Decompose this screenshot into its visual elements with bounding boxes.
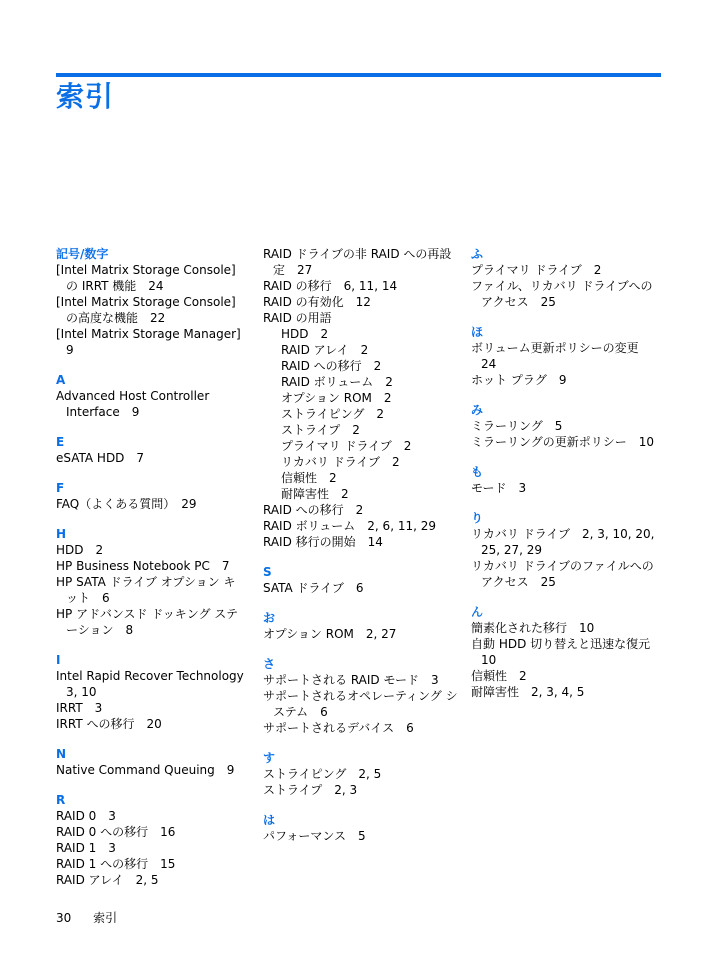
index-section: [471, 510, 663, 590]
index-subentry: 耐障害性 2: [281, 487, 349, 501]
index-entry: サポートされるオペレーティング システム 6: [263, 689, 458, 719]
section-heading: R: [56, 793, 66, 807]
index-entry: eSATA HDD 7: [56, 451, 145, 465]
index-subentry: RAID アレイ 2: [281, 343, 369, 357]
index-column-1: [56, 246, 256, 902]
index-subentry: 信頼性 2: [281, 471, 337, 485]
section-heading: お: [263, 611, 276, 625]
index-subentry: RAID ボリューム 2: [281, 375, 393, 389]
index-entry: サポートされるデバイス 6: [263, 721, 414, 735]
index-entry: [Intel Matrix Storage Manager] 9: [56, 327, 253, 357]
section-heading: I: [56, 653, 61, 667]
index-subentry: ストライプ 2: [281, 423, 360, 437]
index-section: [263, 656, 458, 736]
index-entry: RAID 移行の開始 14: [263, 535, 383, 549]
footer-label: 索引: [93, 911, 118, 925]
index-section: [56, 526, 244, 638]
index-section: [56, 246, 253, 358]
section-heading: H: [56, 527, 67, 541]
index-subentry: RAID への移行 2: [281, 359, 382, 373]
index-entry: RAID ドライブの非 RAID への再設定 27: [263, 247, 452, 277]
index-entry: IRRT 3: [56, 701, 103, 715]
index-entry: モード 3: [471, 481, 527, 495]
index-entry: RAID の有効化 12: [263, 295, 371, 309]
index-section: [471, 246, 663, 310]
section-heading: ふ: [471, 247, 484, 261]
index-section: [263, 564, 458, 596]
index-entry: 信頼性 2: [471, 669, 527, 683]
index-subentry: リカバリ ドライブ 2: [281, 455, 400, 469]
section-heading: ほ: [471, 325, 484, 339]
index-entry: Intel Rapid Recover Technology 3, 10: [56, 669, 256, 699]
index-entry: リカバリ ドライブ 2, 3, 10, 20, 25, 27, 29: [471, 527, 655, 557]
index-entry: ファイル、リカバリ ドライブへのアクセス 25: [471, 279, 653, 309]
index-entry: プライマリ ドライブ 2: [471, 263, 602, 277]
section-heading: さ: [263, 657, 276, 671]
index-subentry: ストライピング 2: [281, 407, 385, 421]
index-entry: RAID 0 への移行 16: [56, 825, 176, 839]
index-entry: HP Business Notebook PC 7: [56, 559, 230, 573]
index-entry: HP SATA ドライブ オプション キット 6: [56, 575, 236, 605]
index-entry: RAID 1 3: [56, 841, 116, 855]
index-entry: HP アドバンスド ドッキング ステーション 8: [56, 607, 239, 637]
index-subentry: HDD 2: [281, 327, 329, 341]
index-section: [56, 652, 256, 732]
index-entry: Advanced Host Controller Interface 9: [56, 389, 210, 419]
index-entry: 自動 HDD 切り替えと迅速な復元 10: [471, 637, 663, 667]
section-heading: ん: [471, 605, 484, 619]
section-heading: す: [263, 751, 276, 765]
section-heading: N: [56, 747, 67, 761]
index-entry: パフォーマンス 5: [263, 829, 366, 843]
index-entry: リカバリ ドライブのファイルへのアクセス 25: [471, 559, 654, 589]
section-heading: り: [471, 511, 484, 525]
index-entry: IRRT への移行 20: [56, 717, 162, 731]
section-heading: F: [56, 481, 65, 495]
index-entry: 簡素化された移行 10: [471, 621, 595, 635]
index-section: [263, 610, 458, 642]
index-section: [471, 324, 663, 388]
section-heading: E: [56, 435, 65, 449]
section-heading: も: [471, 465, 484, 479]
index-entry: ミラーリングの更新ポリシー 10: [471, 435, 655, 449]
index-entry: ホット プラグ 9: [471, 373, 567, 387]
section-heading: は: [263, 813, 276, 827]
index-section: [471, 464, 663, 496]
section-heading: A: [56, 373, 66, 387]
page-number: 30: [56, 911, 72, 925]
index-entry: [Intel Matrix Storage Console]の高度な機能 22: [56, 295, 236, 325]
index-entry: RAID 1 への移行 15: [56, 857, 176, 871]
index-entry: SATA ドライブ 6: [263, 581, 364, 595]
index-section: [56, 746, 244, 778]
page-footer: [56, 910, 117, 926]
index-section: [471, 604, 663, 700]
index-entry: ボリューム更新ポリシーの変更 24: [471, 341, 651, 371]
index-section: [263, 750, 458, 798]
index-entry: オプション ROM 2, 27: [263, 627, 397, 641]
index-entry: FAQ（よくある質問） 29: [56, 497, 197, 511]
section-heading: 記号/数字: [56, 247, 109, 261]
index-entry: [Intel Matrix Storage Console]の IRRT 機能 24: [56, 263, 236, 293]
index-entry: HDD 2: [56, 543, 104, 557]
index-subentry: オプション ROM 2: [281, 391, 392, 405]
page-title: 索引: [56, 80, 115, 113]
index-section: [56, 372, 244, 420]
index-entry: ストライプ 2, 3: [263, 783, 358, 797]
index-entry: サポートされる RAID モード 3: [263, 673, 439, 687]
index-entry: ストライピング 2, 5: [263, 767, 382, 781]
index-entry: Native Command Queuing 9: [56, 763, 235, 777]
index-section: [263, 246, 458, 550]
index-section: [56, 434, 244, 466]
index-entry: RAID への移行 2: [263, 503, 364, 517]
index-entry: RAID の移行 6, 11, 14: [263, 279, 398, 293]
index-entry: 耐障害性 2, 3, 4, 5: [471, 685, 585, 699]
index-section: [471, 402, 663, 450]
index-entry: RAID 0 3: [56, 809, 116, 823]
index-section: [56, 792, 244, 888]
section-heading: み: [471, 403, 484, 417]
index-entry: RAID アレイ 2, 5: [56, 873, 159, 887]
index-entry: RAID の用語: [263, 311, 332, 325]
section-heading: S: [263, 565, 272, 579]
index-entry: RAID ボリューム 2, 6, 11, 29: [263, 519, 436, 533]
index-column-3: [471, 246, 663, 714]
index-section: [56, 480, 244, 512]
index-entry: ミラーリング 5: [471, 419, 563, 433]
title-rule: [56, 73, 661, 77]
index-column-2: [263, 246, 458, 858]
index-subentry: プライマリ ドライブ 2: [281, 439, 412, 453]
index-section: [263, 812, 458, 844]
